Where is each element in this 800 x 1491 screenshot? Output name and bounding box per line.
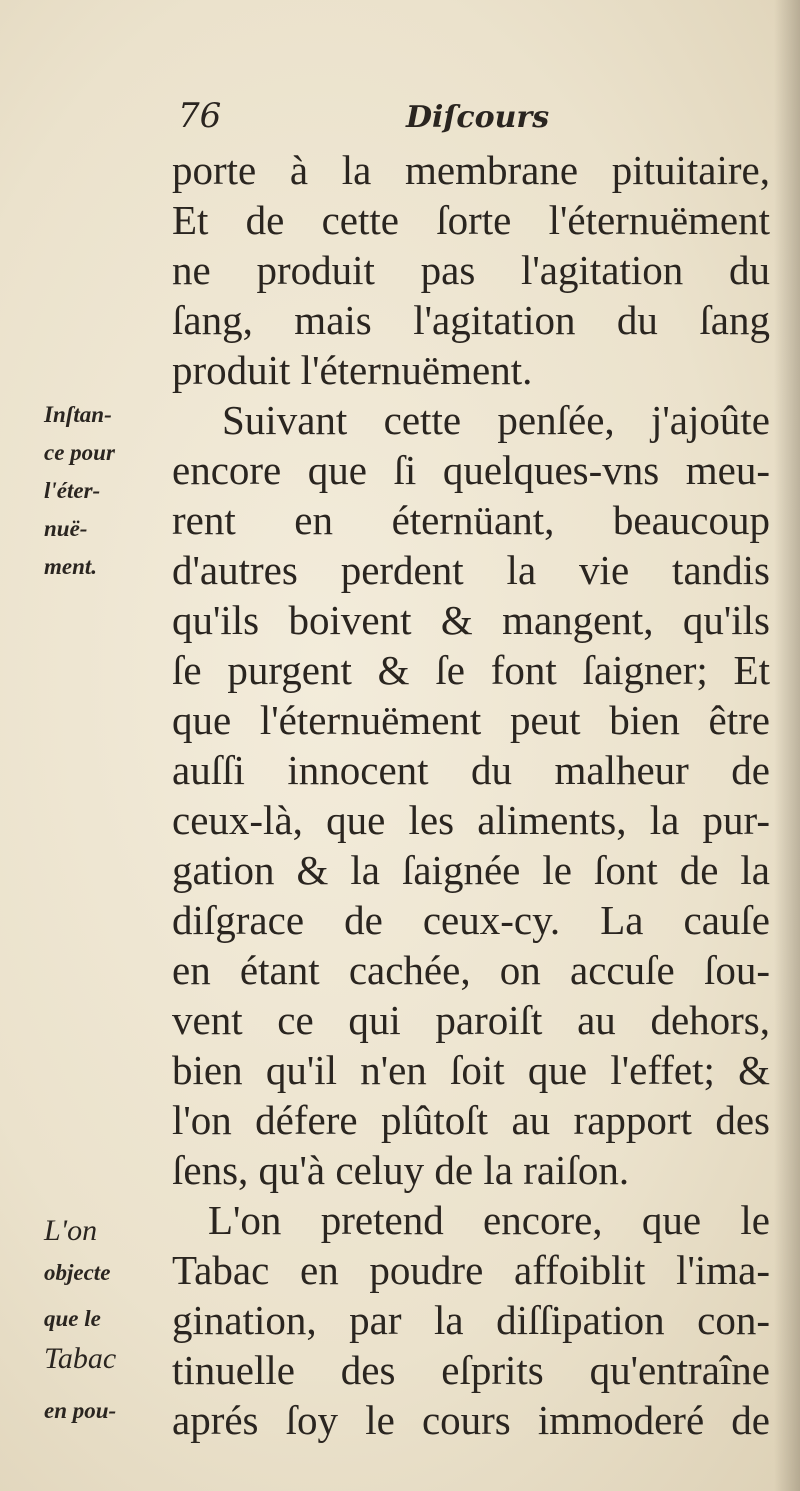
margin-note-line: ce pour	[44, 440, 115, 465]
page-edge-shadow	[774, 0, 800, 1491]
text-line: tinuelle des eſprits qu'entraîne	[172, 1347, 770, 1393]
text-line: gination, par la diſſipation con-	[172, 1297, 770, 1343]
text-line: ne produit pas l'agitation du	[172, 247, 770, 293]
text-line: ſens, qu'à celuy de la raiſon.	[172, 1147, 630, 1193]
text-line: diſgrace de ceux-cy. La cauſe	[172, 897, 770, 943]
margin-note-line: nuë-	[44, 516, 88, 541]
margin-note-line: L'on	[44, 1214, 98, 1247]
margin-note-line: ment.	[44, 554, 98, 579]
text-line: encore que ſi quelques-vns meu-	[172, 447, 770, 493]
margin-note-line: que le	[44, 1306, 101, 1331]
text-line: que l'éternuëment peut bien être	[172, 697, 770, 743]
text-line: d'autres perdent la vie tandis	[172, 547, 770, 593]
margin-note-line: objecte	[44, 1260, 111, 1285]
margin-note-line: en pou-	[44, 1398, 117, 1423]
text-line: en étant cachée, on accuſe ſou-	[172, 947, 770, 993]
text-line: vent ce qui paroiſt au dehors,	[172, 997, 770, 1043]
text-line: ſang, mais l'agitation du ſang	[172, 297, 770, 343]
text-line: gation & la ſaignée le ſont de la	[172, 847, 770, 893]
margin-note-line: l'éter-	[44, 478, 101, 503]
margin-note-line: Inſtan-	[44, 402, 112, 427]
text-line: auſſi innocent du malheur de	[172, 747, 770, 793]
text-line: Tabac en poudre affoiblit l'ima-	[172, 1247, 770, 1293]
text-line: bien qu'il n'en ſoit que l'effet; &	[172, 1047, 770, 1093]
margin-note-line: Tabac	[44, 1342, 117, 1375]
text-line: Suivant cette penſée, j'ajoûte	[222, 397, 770, 443]
running-title: Diſcours	[406, 100, 550, 135]
text-line: produit l'éternuëment.	[172, 347, 533, 393]
text-line: aprés ſoy le cours immoderé de	[172, 1397, 770, 1443]
text-line: ſe purgent & ſe font ſaigner; Et	[172, 647, 770, 693]
text-line: Et de cette ſorte l'éternuëment	[172, 197, 770, 243]
text-line: L'on pretend encore, que le	[208, 1197, 770, 1243]
text-line: qu'ils boivent & mangent, qu'ils	[172, 597, 770, 643]
text-line: l'on défere plûtoſt au rapport des	[172, 1097, 770, 1143]
page-number: 76	[178, 96, 222, 136]
text-line: porte à la membrane pituitaire,	[172, 147, 770, 193]
text-line: ceux-là, que les aliments, la pur-	[172, 797, 770, 843]
text-line: rent en éternüant, beaucoup	[172, 497, 770, 543]
running-head	[178, 96, 738, 146]
